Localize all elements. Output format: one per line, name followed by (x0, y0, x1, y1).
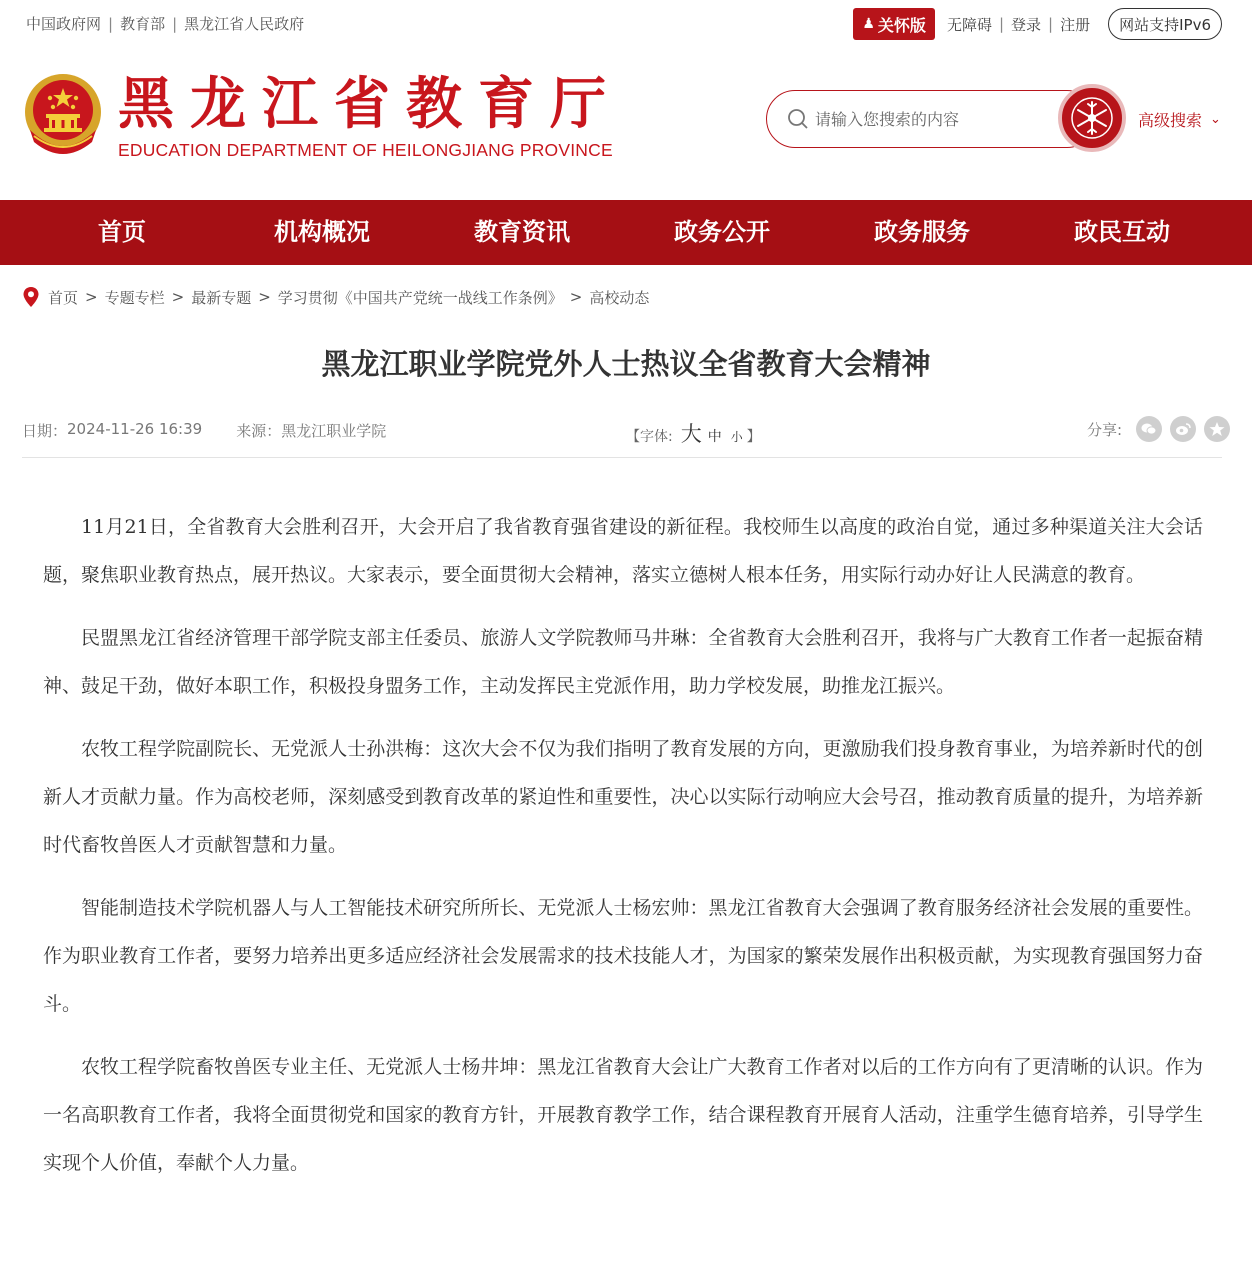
site-subtitle: EDUCATION DEPARTMENT OF HEILONGJIANG PROVINCE (118, 140, 613, 160)
nav-item-gov-services[interactable]: 政务服务 (874, 218, 970, 246)
chevron-down-icon: ⌄ (1210, 112, 1221, 127)
breadcrumb-separator: > (258, 288, 271, 306)
link-moe[interactable]: 教育部 (120, 15, 166, 33)
person-icon: ♟ (862, 16, 875, 32)
article-meta (22, 420, 386, 441)
separator: | (998, 15, 1005, 33)
site-title: 黑龙江省教育厅 (118, 72, 622, 137)
search-button[interactable] (1058, 84, 1126, 152)
article-paragraph: 智能制造技术学院机器人与人工智能技术研究所所长、无党派人士杨宏帅：黑龙江省教育大会强调了教育服务经济社会发展的重要性。作为职业教育工作者，要努力培养出更多适应经济社会发展需求的技术技能人才，为国家的繁荣发展作出积极贡献，为实现教育强国努力奋斗。 (43, 897, 1203, 1015)
font-medium-button[interactable]: 中 (707, 429, 722, 445)
nav-item-news[interactable]: 教育资讯 (474, 218, 570, 246)
national-emblem-logo (22, 70, 104, 158)
breadcrumb-separator: > (85, 288, 98, 306)
breadcrumb (22, 286, 649, 308)
snowflake-icon (1070, 96, 1114, 140)
breadcrumb-topic[interactable]: 学习贯彻《中国共产党统一战线工作条例》 (277, 288, 563, 307)
font-size-label: 【字体: (626, 429, 673, 445)
weibo-icon[interactable] (1170, 416, 1196, 442)
login-link[interactable]: 登录 (1011, 15, 1042, 34)
share-bar (1087, 416, 1230, 442)
advanced-search-link[interactable] (1138, 108, 1221, 131)
article-paragraph: 农牧工程学院副院长、无党派人士孙洪梅：这次大会不仅为我们指明了教育发展的方向，更激励我们投身教育事业，为培养新时代的创新人才贡献力量。作为高校老师，深刻感受到教育改革的紧迫性和重要性，决心以实际行动响应大会号召，推动教育质量的提升，为培养新时代畜牧兽医人才贡献智慧和力量。 (43, 738, 1203, 856)
font-large-button[interactable]: 大 (680, 422, 702, 446)
article-body (43, 503, 1203, 1202)
share-label: 分享: (1086, 420, 1122, 439)
breadcrumb-current[interactable]: 高校动态 (589, 288, 650, 307)
register-link[interactable]: 注册 (1060, 15, 1091, 34)
article-source: 黑龙江职业学院 (281, 422, 387, 440)
separator: | (1048, 15, 1054, 33)
article-paragraph: 民盟黑龙江省经济管理干部学院支部主任委员、旅游人文学院教师马井琳：全省教育大会胜利召开，我将与广大教育工作者一起振奋精神、鼓足干劲，做好本职工作，积极投身盟务工作，主动发挥民主党派作用，助力学校发展，助推龙江振兴。 (43, 627, 1203, 697)
search-icon (787, 108, 809, 130)
search-input[interactable] (815, 110, 1035, 129)
separator: | (172, 14, 178, 33)
top-actions (853, 8, 1222, 40)
favorite-star-icon[interactable] (1204, 416, 1230, 442)
main-nav (0, 200, 1252, 265)
ipv6-badge: 网站支持IPv6 (1108, 8, 1222, 40)
nav-item-about[interactable]: 机构概况 (274, 218, 370, 246)
search-box (766, 90, 1096, 148)
accessibility-link[interactable]: 无障碍 (946, 15, 992, 34)
link-hlj-gov[interactable]: 黑龙江省人民政府 (184, 15, 305, 33)
location-pin-icon (22, 286, 40, 308)
article-date: 2024-11-26 16:39 (67, 420, 203, 438)
nav-item-home[interactable]: 首页 (98, 218, 146, 246)
font-size-controls (626, 418, 761, 448)
article-paragraph: 11月21日，全省教育大会胜利召开，大会开启了我省教育强省建设的新征程。我校师生以高度的政治自觉，通过多种渠道关注大会话题，聚焦职业教育热点，展开热议。大家表示，要全面贯彻大会精神，落实立德树人根本任务，用实际行动办好让人民满意的教育。 (43, 516, 1203, 586)
font-small-button[interactable]: 小 (730, 430, 743, 444)
font-size-close: 】 (746, 429, 761, 445)
breadcrumb-separator: > (171, 288, 185, 306)
top-bar (0, 0, 1252, 48)
wechat-icon[interactable] (1136, 416, 1162, 442)
breadcrumb-separator: > (569, 288, 583, 306)
breadcrumb-home[interactable]: 首页 (48, 288, 79, 307)
nav-item-interaction[interactable]: 政民互动 (1074, 218, 1170, 246)
date-label: 日期： (22, 422, 68, 440)
source-label: 来源： (236, 422, 282, 440)
top-links (26, 13, 304, 34)
article-title: 黑龙江职业学院党外人士热议全省教育大会精神 (321, 347, 931, 381)
advanced-search-label: 高级搜索 (1138, 111, 1203, 130)
separator: | (108, 14, 114, 33)
care-mode-button[interactable] (853, 8, 935, 40)
breadcrumb-latest[interactable]: 最新专题 (191, 288, 252, 307)
header-divider (22, 457, 1222, 458)
article-paragraph: 农牧工程学院畜牧兽医专业主任、无党派人士杨井坤：黑龙江省教育大会让广大教育工作者对以后的工作方向有了更清晰的认识。作为一名高职教育工作者，我将全面贯彻党和国家的教育方针，开展教育教学工作，结合课程教育开展育人活动，注重学生德育培养，引导学生实现个人价值，奉献个人力量。 (43, 1056, 1203, 1174)
link-china-gov[interactable]: 中国政府网 (26, 15, 102, 33)
care-mode-label: 关怀版 (877, 15, 926, 35)
nav-item-gov-affairs[interactable]: 政务公开 (674, 218, 770, 246)
breadcrumb-special[interactable]: 专题专栏 (104, 288, 165, 307)
